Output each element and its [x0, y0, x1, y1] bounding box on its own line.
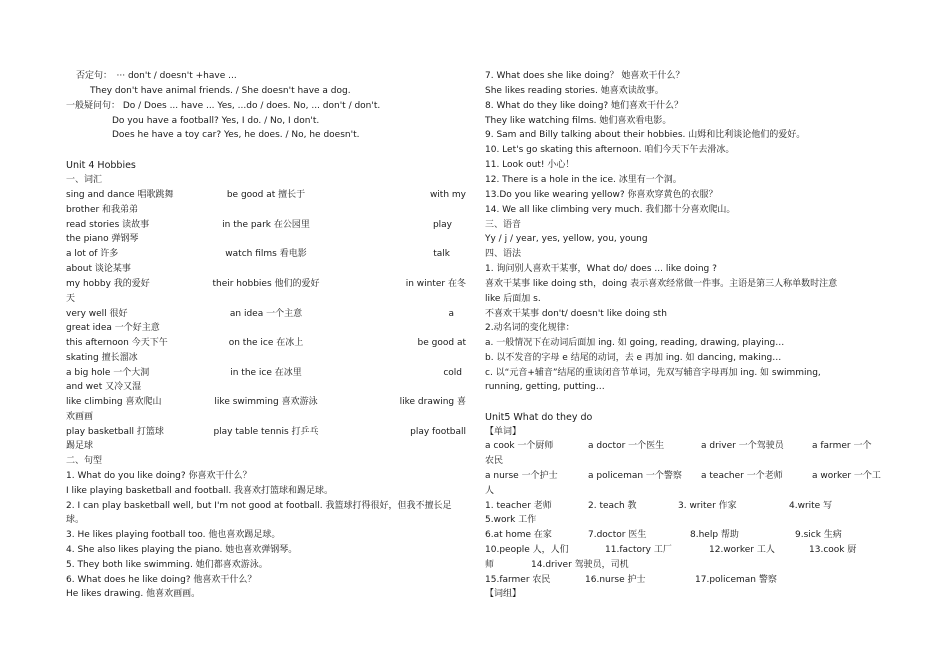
grammar-question-example-1: Do you have a football? Yes, I do. / No, I don't. — [112, 116, 320, 126]
sentence-line: 11. Look out! 小心！ — [485, 160, 575, 170]
vocab-row — [66, 220, 466, 231]
word-row — [485, 560, 885, 571]
vocab-item: very well 很好 — [66, 309, 128, 319]
sentence-line: They like watching films. 她们喜欢看电影。 — [485, 116, 672, 126]
occupation-item: a cook 一个厨师 — [485, 441, 554, 451]
vocab-row — [66, 249, 466, 260]
unit5-title: Unit5 What do they do — [485, 412, 593, 423]
vocab-item: cold — [443, 368, 462, 378]
sentence-line: 4. She also likes playing the piano. 她也喜欢弹钢琴。 — [66, 545, 298, 555]
unit4-title: Unit 4 Hobbies — [66, 160, 136, 171]
word-item: 12.worker 工人 — [709, 545, 775, 555]
word-wrap: 师 — [485, 560, 495, 570]
vocab-wrap: the piano 弹钢琴 — [66, 234, 139, 244]
vocab-item: on the ice 在冰上 — [228, 338, 304, 348]
sentence-line: 7. What does she like doing？ 她喜欢干什么？ — [485, 71, 685, 81]
word-item: 13.cook 厨 — [809, 545, 857, 555]
grammar-negative: 否定句： ··· don't / doesn't +have ... — [76, 71, 237, 81]
vocab-item: play table tennis 打乒乓 — [213, 427, 319, 437]
word-row — [485, 530, 885, 541]
grammar-line: 1. 询问别人喜欢干某事，What do/ does ... like doing ? — [485, 264, 717, 274]
words-heading: 【单词】 — [485, 427, 522, 437]
sentence-line: 2. I can play basketball well, but I'm not good at football. 我篮球打得很好，但我不擅长足 — [66, 501, 452, 511]
vocab-item: a — [448, 309, 454, 319]
phonics-line: Yy / j / year, yes, yellow, you, young — [485, 234, 648, 244]
occupation-row — [485, 471, 885, 482]
vocab-item: play — [432, 220, 452, 230]
occupation-item: a worker 一个工 — [812, 471, 881, 481]
sentence-line: 3. He likes playing football too. 他也喜欢踢足球。 — [66, 530, 281, 540]
vocab-item: be good at — [417, 338, 466, 348]
vocab-item: in the park 在公园里 — [222, 220, 310, 230]
vocab-wrap: 天 — [66, 294, 76, 304]
word-item: 8.help 帮助 — [690, 530, 739, 540]
grammar-line: like 后面加 s. — [485, 294, 541, 304]
word-item: 9.sick 生病 — [795, 530, 842, 540]
vocab-item: be good at 擅长于 — [226, 190, 306, 200]
sentence-line: 13.Do you like wearing yellow? 你喜欢穿黄色的衣服？ — [485, 190, 718, 200]
word-item: 3. writer 作家 — [678, 501, 737, 511]
vocab-wrap: great idea 一个好主意 — [66, 323, 160, 333]
occupation-wrap: 农民 — [485, 456, 504, 466]
vocab-item: like swimming 喜欢游泳 — [214, 397, 318, 407]
vocab-item: their hobbies 他们的爱好 — [212, 279, 320, 289]
vocab-row — [66, 338, 466, 349]
vocab-heading: 一、词汇 — [66, 175, 103, 185]
sentence-line: 12. There is a hole in the ice. 冰里有一个洞。 — [485, 175, 682, 185]
word-item: 11.factory 工厂 — [605, 545, 672, 555]
grammar-line: 喜欢干某事 like doing sth，doing 表示喜欢经常做一件事。主语是第三人称单数时注意 — [485, 279, 838, 289]
sentence-line: 9. Sam and Billy talking about their hobbies. 山姆和比利谈论他们的爱好。 — [485, 130, 806, 140]
occupation-item: a teacher 一个老师 — [701, 471, 783, 481]
word-item: 4.write 写 — [789, 501, 833, 511]
grammar-line: 2.动名词的变化规律： — [485, 323, 575, 333]
word-row — [485, 575, 885, 586]
vocab-item: watch films 看电影 — [225, 249, 307, 259]
vocab-item: like climbing 喜欢爬山 — [66, 397, 162, 407]
word-item: 14.driver 驾驶员，司机 — [531, 560, 629, 570]
grammar-line: a. 一般情况下在动词后面加 ing. 如 going, reading, drawing, playing… — [485, 338, 785, 348]
vocab-item: in the ice 在冰里 — [230, 368, 302, 378]
phonics-heading: 三、语音 — [485, 220, 522, 230]
vocab-row — [66, 397, 466, 408]
word-item: 1. teacher 老师 — [485, 501, 552, 511]
vocab-wrap: 欢画画 — [66, 412, 94, 422]
sentence-heading: 二、句型 — [66, 456, 103, 466]
sentence-line: 球。 — [66, 515, 85, 525]
vocab-row — [66, 427, 466, 438]
vocab-wrap: skating 擅长溜冰 — [66, 353, 138, 363]
occupation-item: a doctor 一个医生 — [588, 441, 665, 451]
vocab-item: an idea 一个主意 — [229, 309, 303, 319]
grammar-negative-example: They don't have animal friends. / She doesn't have a dog. — [90, 86, 351, 96]
occupation-item: a nurse 一个护士 — [485, 471, 558, 481]
word-item: 6.at home 在家 — [485, 530, 552, 540]
grammar-question-example-2: Does he have a toy car? Yes, he does. / No, he doesn't. — [112, 130, 360, 140]
word-item: 7.doctor 医生 — [588, 530, 647, 540]
sentence-line: 1. What do you like doing? 你喜欢干什么？ — [66, 471, 252, 481]
vocab-item: read stories 读故事 — [66, 220, 150, 230]
sentence-line: 8. What do they like doing? 她们喜欢干什么？ — [485, 101, 684, 111]
word-item: 10.people 人，人们 — [485, 545, 569, 555]
vocab-item: in winter 在冬 — [405, 279, 466, 289]
sentence-line: She likes reading stories. 她喜欢读故事。 — [485, 86, 664, 96]
vocab-row — [66, 190, 466, 201]
vocab-item: a big hole 一个大洞 — [66, 368, 150, 378]
vocab-item: sing and dance 唱歌跳舞 — [66, 190, 174, 200]
sentence-line: 14. We all like climbing very much. 我们都十分喜欢爬山。 — [485, 205, 736, 215]
occupation-item: a driver 一个驾驶员 — [701, 441, 784, 451]
sentence-line: 10. Let's go skating this afternoon. 咱们今天下午去滑冰。 — [485, 145, 735, 155]
vocab-item: talk — [433, 249, 450, 259]
occupation-item: a policeman 一个警察 — [588, 471, 682, 481]
vocab-item: my hobby 我的爱好 — [66, 279, 150, 289]
occupation-wrap: 人 — [485, 486, 495, 496]
sentence-line: 5. They both like swimming. 她们都喜欢游泳。 — [66, 560, 268, 570]
vocab-row — [66, 309, 466, 320]
sentence-line: 6. What does he like doing? 他喜欢干什么？ — [66, 575, 257, 585]
word-item: 16.nurse 护士 — [585, 575, 646, 585]
grammar-line: c. 以“元音+辅音”结尾的重读闭音节单词，先双写辅音字母再加 ing. 如 swimming, — [485, 368, 821, 378]
sentence-line: I like playing basketball and football. 我喜欢打篮球和踢足球。 — [66, 486, 334, 496]
vocab-wrap: brother 和我弟弟 — [66, 205, 139, 215]
grammar-line: running, getting, putting… — [485, 382, 605, 392]
phrases-heading: 【词组】 — [485, 589, 522, 599]
word-wrap: 5.work 工作 — [485, 515, 537, 525]
vocab-wrap: and wet 又冷又湿 — [66, 382, 142, 392]
word-item: 15.farmer 农民 — [485, 575, 551, 585]
vocab-item: like drawing 喜 — [399, 397, 466, 407]
grammar-line: 不喜欢干某事 don't/ doesn't like doing sth — [485, 309, 667, 319]
word-item: 17.policeman 警察 — [695, 575, 777, 585]
occupation-row — [485, 441, 885, 452]
occupation-item: a farmer 一个 — [812, 441, 872, 451]
vocab-wrap: about 谈论某事 — [66, 264, 131, 274]
vocab-item: this afternoon 今天下午 — [66, 338, 168, 348]
vocab-item: play basketball 打篮球 — [66, 427, 164, 437]
vocab-wrap: 踢足球 — [66, 441, 94, 451]
vocab-item: a lot of 许多 — [66, 249, 119, 259]
vocab-row — [66, 279, 466, 290]
sentence-line: He likes drawing. 他喜欢画画。 — [66, 589, 201, 599]
grammar-heading: 四、语法 — [485, 249, 522, 259]
vocab-item: play football — [410, 427, 466, 437]
grammar-question: 一般疑问句： Do / Does ... have ... Yes, ...do / does. No, ... don't / don't. — [66, 101, 381, 111]
grammar-line: b. 以不发音的字母 e 结尾的动词，去 e 再加 ing. 如 dancing, making… — [485, 353, 782, 363]
word-row — [485, 545, 885, 556]
vocab-item: with my — [429, 190, 466, 200]
word-row — [485, 501, 885, 512]
vocab-row — [66, 368, 466, 379]
word-item: 2. teach 教 — [588, 501, 637, 511]
